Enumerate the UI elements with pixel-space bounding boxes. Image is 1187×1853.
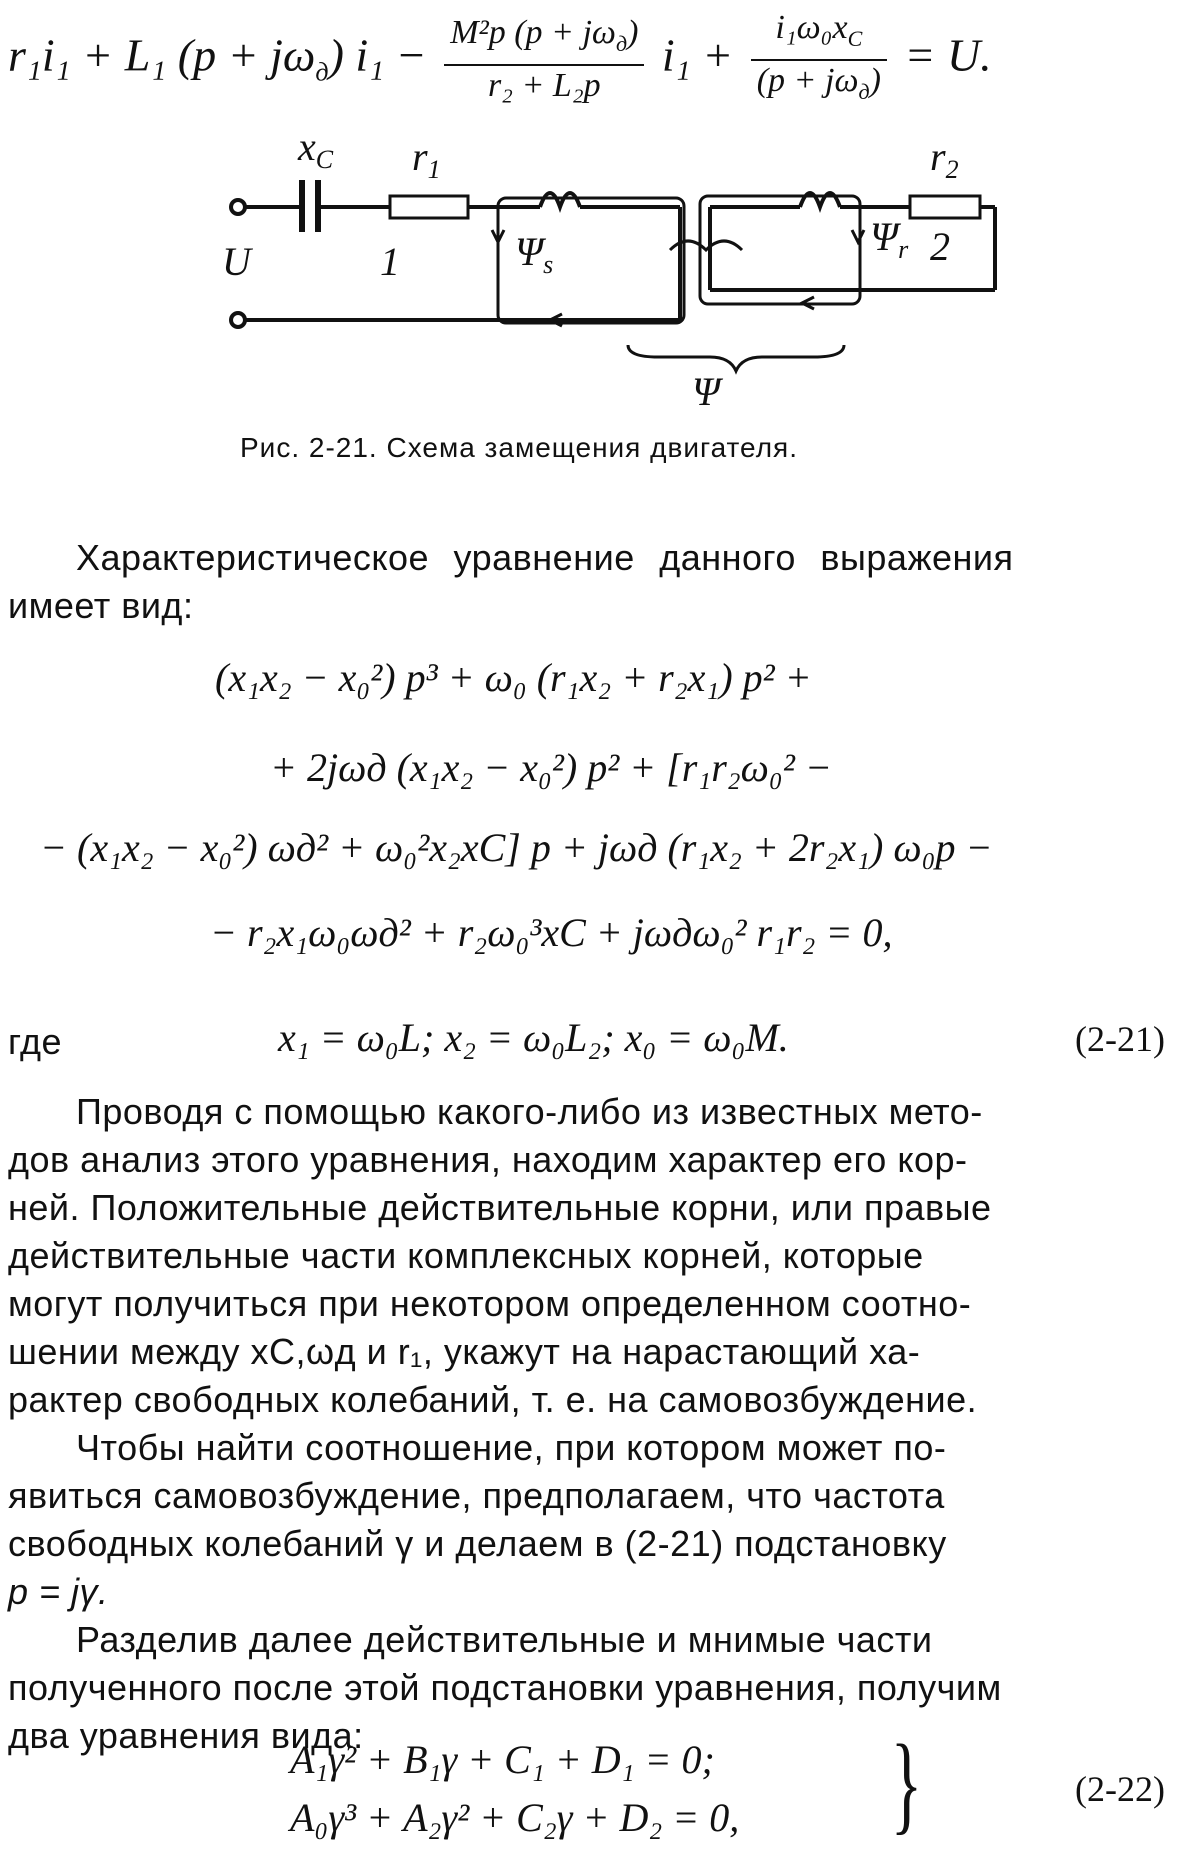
paragraph-3-line: Чтобы найти соотношение, при котором может по- [76,1427,947,1468]
system-2-22-brace: } [890,1722,923,1844]
paragraph-1-line-2: имеет вид: [8,585,194,626]
paragraph-2-line: дов анализ этого уравнения, находим характер его кор- [8,1139,968,1180]
system-2-22-line-2: A₀γ³ + A₂γ² + C₂γ + D₂ = 0, [290,1795,740,1840]
underbrace-psi [628,345,844,371]
paragraph-2-line: Проводя с помощью какого-либо из известных мето- [76,1091,983,1132]
where-definitions: x₁ = ω₀L; x₂ = ω₀L₂; x₀ = ω₀M. [278,1015,789,1060]
arrow-psi-r [852,230,864,242]
stator-coil [540,193,580,207]
top-eq-frac1-denominator: r₂ + L₂p [487,67,601,105]
where-label: где [8,1021,63,1062]
top-eq-frac2-denominator: $(p + j\omega_д)$ [756,61,881,104]
terminal-top [231,200,245,214]
top-eq-fraction-2 [751,8,887,112]
paragraph-2-line: рактер свободных колебаний, т. е. на самовозбуждение. [8,1379,978,1420]
figure-caption: Рис. 2-21. Схема замещения двигателя. [240,432,798,463]
top-eq-frac2-numerator: $i_1\omega_0x_C$ [751,8,887,61]
label-xc: $x_C$ [298,124,334,174]
equation-number-2-22: (2-22) [1075,1769,1165,1809]
char-equation-line-3: − (x₁x₂ − x₀²) ωд² + ω₀²x₂xC] p + jωд (r₁x₂ + 2r₂x₁) ω₀p − [40,825,993,870]
top-equation [8,8,992,112]
char-equation-line-4: − r₂x₁ω₀ωд² + r₂ω₀³xC + jωдω₀² r₁r₂ = 0, [210,910,893,955]
top-eq-mid: i₁ + [661,29,734,81]
top-eq-rhs: = U. [904,29,992,81]
resistor-r1 [390,196,468,218]
label-r1: $r_1$ [412,134,441,184]
paragraph-4-line: Разделив далее действительные и мнимые части [76,1619,933,1660]
paragraph-2-line: шении между xC,ωд и r₁, укажут на нарастающий ха- [8,1331,921,1372]
char-equation-line-2: + 2jωд (x₁x₂ − x₀²) p² + [r₁r₂ω₀² − [270,745,832,790]
label-loop-2: 2 [930,224,950,269]
label-r2: $r_2$ [930,134,959,184]
label-loop-1: 1 [380,239,400,284]
paragraph-4-line: полученного после этой подстановки уравнения, получим [8,1667,1002,1708]
label-U: U [222,239,251,284]
system-2-22-line-1: A₁γ² + B₁γ + C₁ + D₁ = 0; [290,1737,715,1782]
label-psi-r: $\Psi_r$ [870,214,909,264]
top-eq-lhs-2: ) i₁ − [328,29,427,81]
paragraph-3-line: p = jγ. [8,1571,109,1612]
resistor-r2 [910,196,980,218]
equation-number-2-21: (2-21) [1075,1019,1165,1059]
label-psi: Ψ [692,369,721,414]
paragraph-3 [8,1424,1180,1616]
paragraph-2-line: действительные части комплексных корней, которые [8,1235,924,1276]
top-eq-fraction-1 [444,13,644,106]
label-psi-s: $\Psi_s$ [515,229,554,279]
paragraph-2 [8,1088,1180,1424]
paragraph-3-line: свободных колебаний γ и делаем в (2-21) подстановку [8,1523,947,1564]
char-equation-line-1: (x₁x₂ − x₀²) p³ + ω₀ (r₁x₂ + r₂x₁) p² + [215,655,812,700]
paragraph-1-line-1: Характеристическое уравнение данного выражения [76,537,1014,578]
paragraph-3-line: явиться самовозбуждение, предполагаем, что частота [8,1475,945,1516]
top-eq-lhs-sub: д [315,57,329,87]
top-eq-lhs-1: r₁i₁ + L₁ (p + jω [8,29,316,81]
paragraph-4-line: два уравнения вида: [8,1715,364,1756]
flux-loop-psi-r [700,196,860,304]
paragraph-2-line: ней. Положительные действительные корни, или правые [8,1187,992,1228]
terminal-bottom [231,313,245,327]
equivalent-circuit-diagram [0,120,1187,420]
top-eq-frac1-numerator: M²p $(p + j\omega_д)$ [444,13,644,66]
paragraph-2-line: могут получиться при некотором определенном соотно- [8,1283,972,1324]
